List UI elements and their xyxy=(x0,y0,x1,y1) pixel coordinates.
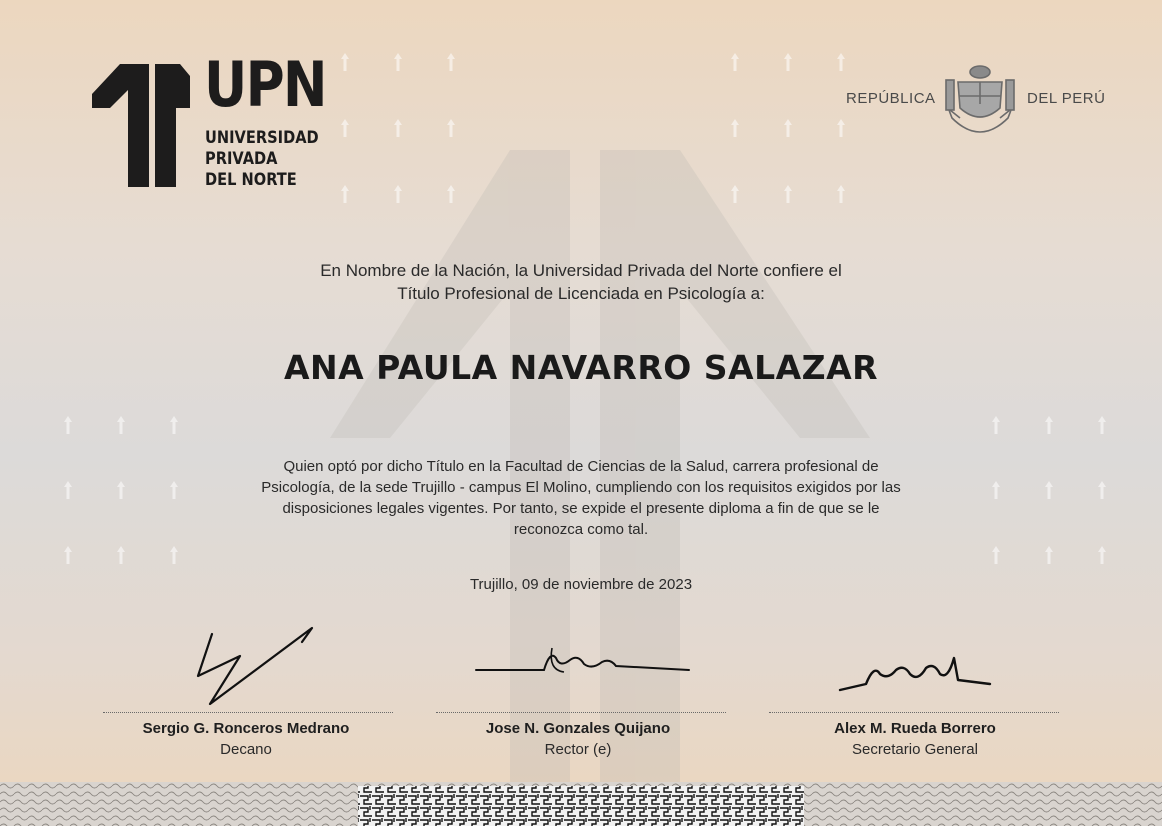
body-line: reconozca como tal. xyxy=(513,521,649,538)
republic-label-right: DEL PERÚ xyxy=(1027,90,1106,107)
republic-label-left: REPÚBLICA xyxy=(846,90,936,107)
issue-date: Trujillo, 09 de noviembre de 2023 xyxy=(469,576,693,593)
signature-line xyxy=(769,712,1059,713)
signer-role-rector: Rector (e) xyxy=(544,741,612,758)
logo-subtitle-line: PRIVADA xyxy=(205,149,278,169)
body-line: disposiciones legales vigentes. Por tanto, se expide el presente diploma a fin de que se le xyxy=(282,500,880,517)
body-line: Quien optó por dicho Título en la Facultad de Ciencias de la Salud, carrera profesional de xyxy=(283,458,879,475)
logo-subtitle-line: DEL NORTE xyxy=(205,170,297,190)
signature-dean-image xyxy=(190,620,320,710)
signer-name-secretary: Alex M. Rueda Borrero xyxy=(834,720,996,737)
signer-name-rector: Jose N. Gonzales Quijano xyxy=(485,720,671,737)
conferral-line: Título Profesional de Licenciada en Psicología a: xyxy=(397,284,765,303)
signature-line xyxy=(103,712,393,713)
security-pattern-band xyxy=(0,782,1162,826)
recipient-name: ANA PAULA NAVARRO SALAZAR xyxy=(283,348,879,387)
body-line: Psicología, de la sede Trujillo - campus El Molino, cumpliendo con los requisitos exigidos por las xyxy=(261,479,901,496)
logo-wordmark: UPN xyxy=(204,48,326,121)
diploma-body xyxy=(210,456,952,540)
signer-role-secretary: Secretario General xyxy=(852,741,978,758)
conferral-line: En Nombre de la Nación, la Universidad Privada del Norte confiere el xyxy=(320,261,842,280)
signature-secretary-image xyxy=(836,650,996,698)
signer-name-dean: Sergio G. Ronceros Medrano xyxy=(142,720,350,737)
signature-rector-image xyxy=(474,640,694,684)
logo-subtitle xyxy=(205,128,319,191)
signer-role-dean: Decano xyxy=(220,741,272,758)
logo-subtitle-line: UNIVERSIDAD xyxy=(205,128,319,148)
coat-of-arms-icon xyxy=(942,60,1018,136)
conferral-statement xyxy=(180,259,982,305)
signature-line xyxy=(436,712,726,713)
